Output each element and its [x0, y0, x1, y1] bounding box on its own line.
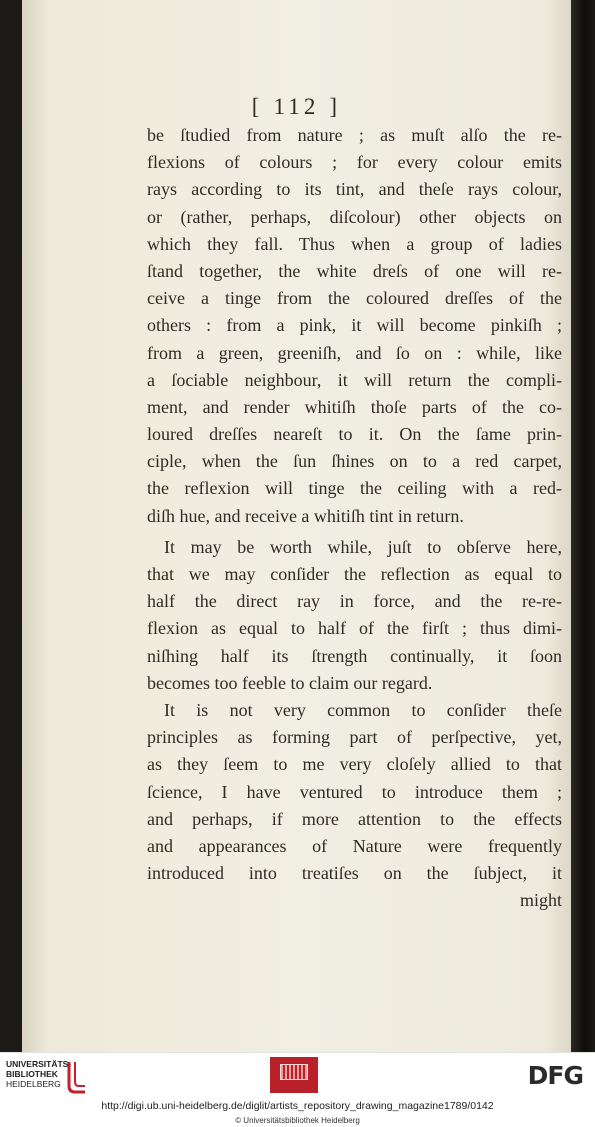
text-line: rays according to its tint, and theſe rays colour,	[147, 179, 562, 200]
text-line: ſcience, I have ventured to introduce them ;	[147, 781, 562, 802]
text-line: principles as forming part of perſpective, yet,	[147, 727, 562, 748]
text-line: and perhaps, if more attention to the effects	[147, 808, 562, 829]
logo-line: UNIVERSITÄTS-	[6, 1059, 72, 1069]
text-line: as they ſeem to me very cloſely allied to that	[147, 754, 562, 775]
text-line: niſhing half its ſtrength continually, it ſoon	[147, 645, 562, 666]
text-line: diſh hue, and receive a whitiſh tint in return.	[147, 505, 464, 526]
dfg-logo[interactable]: DFG	[527, 1061, 583, 1090]
paragraph-start-line: It may be worth while, juſt to obſerve here,	[164, 536, 562, 557]
text-line: ceive a tinge from the coloured dreſſes of the	[147, 288, 562, 309]
text-line: or (rather, perhaps, diſcolour) other objects on	[147, 206, 562, 227]
source-url-link[interactable]: http://digi.ub.uni-heidelberg.de/diglit/artists_repository_drawing_magazine1789/0142	[101, 1100, 494, 1112]
paragraph-start-line: It is not very common to conſider theſe	[164, 699, 562, 720]
text-line: ciple, when the ſun ſhines on to a red carpet,	[147, 451, 562, 472]
text-line: the reflexion will tinge the ceiling with a red-	[147, 478, 562, 499]
text-line: which they fall. Thus when a group of ladies	[147, 233, 562, 254]
heidelberg-university-logo[interactable]	[270, 1057, 318, 1093]
text-line: flexions of colours ; for every colour emits	[147, 152, 562, 173]
logo-line: HEIDELBERG	[6, 1079, 61, 1089]
text-line: be ſtudied from nature ; as muſt alſo the re-	[147, 125, 562, 145]
text-line: ment, and render whitiſh thoſe parts of the co-	[147, 396, 562, 417]
book-gutter	[571, 0, 595, 1052]
text-line: introduced into treatiſes on the ſubject, it	[147, 863, 562, 884]
ub-heidelberg-logo[interactable]	[6, 1059, 71, 1095]
logo-line: BIBLIOTHEK	[6, 1069, 58, 1079]
text-line: others : from a pink, it will become pinkiſh ;	[147, 315, 562, 336]
text-line: half the direct ray in force, and the re-re-	[147, 591, 562, 612]
body-text	[147, 122, 562, 914]
book-page	[22, 0, 571, 1052]
text-line: ſtand together, the white dreſs of one will re-	[147, 260, 562, 281]
text-line: that we may conſider the reflection as equal to	[147, 564, 562, 584]
text-line: becomes too feeble to claim our regard.	[147, 672, 433, 693]
text-line: flexion as equal to half of the firſt ; thus dimi-	[147, 618, 562, 639]
text-line: and appearances of Nature were frequently	[147, 835, 562, 856]
footer-bar	[0, 1052, 595, 1127]
copyright-notice: © Universitätsbibliothek Heidelberg	[235, 1116, 360, 1125]
text-line: a ſociable neighbour, it will return the compli-	[147, 369, 562, 390]
text-line: loured dreſſes neareſt to it. On the ſame prin-	[147, 424, 562, 445]
page-number: [ 112 ]	[251, 94, 342, 119]
text-line: from a green, greeniſh, and ſo on : while, like	[147, 342, 562, 363]
catchword: might	[519, 890, 562, 911]
ub-mark-icon	[66, 1060, 88, 1094]
